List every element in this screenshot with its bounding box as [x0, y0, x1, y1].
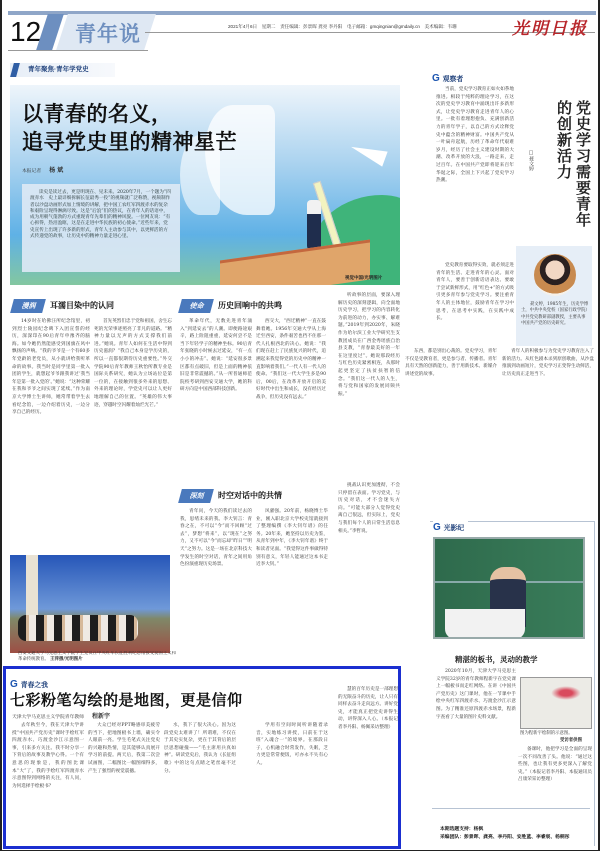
students-photo	[10, 555, 170, 653]
gallery-section	[433, 515, 468, 534]
article-column: 备课时，他把学习是全面的呈现一次不同改善了头。他说：“通过这些图，也让我有更多更深入了解党史。”（本报记者李丹阳、本报通讯员吕康荣采访整理）	[518, 747, 592, 783]
byline-label: 本报记者	[22, 169, 42, 174]
caption-text: 西安交通大学马克思主义学院学生党员在中央红军长征胜利纪念馆接受爱国主义和革命传统教育。	[18, 651, 177, 662]
observer-title: 党史学习需要青年的创新活力	[555, 100, 592, 228]
student-figure	[307, 200, 321, 250]
support-text: 本期选题支持：杨枫	[440, 827, 484, 832]
article-column: 听故事的层面，要深入理解历史的深刻逻辑，向全面地历史学习，把学习的内容转化为前进的动力，办实事、解难题。”2019年到2020年，朱晓作为哈尔滨工业大学研究生支教团成员在广西金秀瑶族自治县支教，“青春最美好的一年在这里度过”。她说那段经历与红色历史紧密相连，从那时起更坚定了扶贫扶智的信念。“我们这一代人的人生，将与党和国家的发展同频共振。”	[338, 293, 400, 397]
section-title: 时空对话中的共情	[218, 490, 282, 500]
byline-name: 程新宇	[91, 713, 110, 720]
divider	[432, 808, 590, 809]
article-column: 东西，都是别出心裁的。党史学习，青年不仅是受教育者，更是参与者、传播者。青年具有天然的创新能力，善于用新技术、新媒介讲述党的故事。	[405, 349, 497, 377]
headline-line: 以青春的名义，	[22, 101, 173, 126]
author-card	[516, 246, 592, 346]
feature-byline	[12, 711, 110, 720]
article-column: 青年问，今天的我们读过去的我，思绪未来的我。李大钊言：青春之在，不可以“今”而不回顾“过去”，梦想“将来”，以“现在”之努力，又不可以“今”而忘却“昨日”“明天”之努力。这是一场在北京科技大学发生的时空对话，青年之间用角色扮演重现历史场景。	[180, 509, 252, 568]
section-label: 使命	[178, 299, 214, 313]
column-name: 青年说	[75, 21, 141, 46]
section-label: 漫润	[10, 299, 46, 313]
article-column: 当前，党史学习教育正如火如荼地推进。相较于纯粹的理论学习，在这次的党史学习教育中涌现出许多新形式，让党史学习教育走进青年人的心里。一批有着理想抱负、充满创新活力的青年学子，以自己的方式诠释党史中蕴含的精神财富。中国共产党从一叶扁舟起航，历经了革命年代艰难岁月，经历了社会主义建设时期的大潮、改革开放的大浪，一路走来，走过百年。在中国共产党即将迎来百年华诞之际，全国上下兴起了党史学习热潮。	[436, 87, 514, 184]
header-divider	[8, 50, 148, 51]
article-column: 水，我下了很大决心。因为这段党史太难讲了！所谓难，不仅在于其史实复杂，更在于其背后的层层思想碰撞——“毛主席用兵真如神”。研读党史后，我认为《长征组歌》中的这句点睛之笔丝毫不过分。	[164, 723, 236, 774]
section-label: 光影纪	[443, 525, 465, 532]
article-column: 慧的百年历史是一部理想的无限奋斗的历史，让人只有同样去奋斗走向远方。讲好党史，才能真正把党史讲得生动，讲得深入人心。（本报记者李丹阳、杨佩采访整理）	[338, 687, 398, 730]
credits-footer	[440, 826, 570, 842]
page-number: 12	[10, 16, 42, 47]
section-tag: 青年聚焦·青年学党史	[10, 63, 115, 77]
section-label: 观察者	[442, 76, 464, 83]
photo-caption	[18, 651, 178, 664]
lead-headline	[22, 100, 237, 156]
section-label: 深刻	[178, 489, 214, 503]
caption-credit: 王萍摄/光明图片	[50, 657, 83, 662]
section-heading-1	[12, 298, 114, 312]
g-logo-icon: G	[432, 73, 440, 84]
article-column: 去年秋至今，我在天津大学讲授“中国共产党历史”课时手绘红军四渡赤水、巧渡金沙江示意图一事，引来多方关注。我不时分享一下背后的故事及教学心得。一个有意思的现象是，我的图比课本“大”了，我的手绘红军四渡赤水示意图得到网络的关注，有人问，为何选择手绘板书？	[12, 723, 84, 789]
article-column: 西交大，“西迁精神”一直在鼓舞着她。1956年交通大学从上海迁至西安，条件艰苦也挡不住那一代人扎根西北的决心。她说：“我们现在赶上了民族复兴的时代，追溯起来我觉得党的历史中的精神一直影响着我们。”一代人有一代人的使命。“我们这一代大学生多是90后，00后，在改革开放开启的美好时代中出生和成长，没有经历过战争，但历史没有远去。”	[256, 319, 326, 400]
article-column: 革命年代，无数先进青年涌入“到延安去”的人潮。即便路途艰辛，路上险阻重重，延安何尝不是当下年轻学子的精神坐标。90后青年张晓的小时候去过延安，“有一点小小的冲击”。她说：“延安很多景区都有点破旧，但是上面的精神依旧是非常震撼的。”从一所普通师范院校考研到西安交通大学，她的科研方向是中国西部科技创新。	[180, 319, 252, 393]
article-column: 14岁时在哈佛汪所纪念馆里，初到烈士陵园纪念碑下入团宣誓的经历，深深印在90后青年申豫齐的脑海。如今她仍然能感受到国旗在风中飘扬的声响。“我的爷爷是一个有60多年党龄的老党员，从小就讲给我听革命的故事。我当时是同学里第一批入团的学生，就想起爷爷跟我讲过‘我当年是第一批入党的’。”她说：“这种荣耀在我和爷爷之间实现了延续。”作为南京大学博士生讲师，她常带着学生去看纪念馆，一边介绍着历史，一边分享自己的经历。	[12, 319, 90, 416]
article-column: 青年人的积极参与为党史学习教育注入了新的活力。从红色剧本杀到原创歌曲，从沙盘推演到动画短片，党史学习正变得生动鲜活，让历史真正走进当下。	[502, 349, 594, 377]
map-photo	[520, 677, 592, 729]
blackboard-photo	[433, 537, 585, 639]
people-shape	[18, 615, 138, 641]
map-credit: 受访者供图	[560, 738, 582, 743]
team-text: 采编团队：彭景晖、龚亮、李丹阳、安胜蓝、李睿宸、杨桐彤	[440, 835, 570, 840]
map-caption: 图为程新宇绘制的示意图。	[520, 731, 573, 736]
article-column: 党史教育要取得实效，就必须走进青年的生活、走进青年的心灵。面对青年人，要善于创新话语表达、要敢于尝试新鲜形式，用“红色+”的方式吸引更多青年参与党史学习。要注重青年人的主体地位，鼓励青年在学习中思考，在思考中实践，在实践中成长。	[436, 263, 514, 322]
g-logo-icon: G	[433, 522, 441, 533]
article-column: 大众已经对PPT略感审美疲劳的当下，把地图板书上墙，确实令人眼前一亮。学生毛笔式关注党史的兴趣和热情，是其能够认真展开学习的前提。两天后，我第二次尝试画图，二幅图比一幅图细得多，产生了强烈的视觉震撼。	[88, 723, 160, 774]
gallery-title: 精湛的板书，灵动的教学	[455, 655, 538, 664]
author-avatar	[534, 254, 576, 296]
article-column: 挑战认识更加透彻，不会只停留在表面。学习党史，与历史对话，才不会迷失方向。“可能大部分人觉得党史离自己很远，但实际上，党史与我们每个人的日常生活息息相关。”李哲说。	[338, 483, 400, 534]
section-heading-2	[180, 298, 282, 312]
byline-name: 杨 斌	[49, 167, 64, 174]
section-heading-3	[180, 488, 282, 502]
feature-headline: 七彩粉笔勾绘的是地图，更是信仰	[10, 691, 243, 709]
lead-intro: 读史是读过去，更是明现在、见未来。2020年7月，一个题为“四渡赤水 史上最详细拆解长征最秀一役”的视频就广泛称赞，视频制作者以沙盘动画形式加上情境的讲解，把中国工农红军四渡赤水的复杂和艰险呈现得淋漓尽致。这是“后浪”们的热议，在青年人的话语中，成为用朝气蓬勃的方式重现青年先辈们的精神风貌。一位网友说：“有心拆得，热泪盈眶，这是在走进中华民族的初心使命。”近些年来，党史宣传上出现了许多新的形式，青年人主动参与其中，以更鲜活的方式传递党的故事，让历史中的精神力量走进心里。	[22, 184, 180, 272]
newspaper-logo: 光明日报	[512, 19, 588, 39]
article-column: 首先英烈们忠于党和祖国，舍生忘死的光荣事迹照亮了非凡的道路。“精神力量以无声的方式支撑我们前进。”她说。青年人如何在生活中得到历史滋润？“我自己本身是学历史的，所以一直都很期待历史重要性。”外交学院90后青年教师王秋怡所教专业是国际关系研究，她认为立场站位是第一位的，在接触到很多外来的思想、外来的理论时，学党史可以让人更好地理解自己的位置。“英雄的伟大事迹，穿越时空闪耀着灿烂光芒。”	[94, 319, 172, 408]
edition-info: 2021年4月6日 星期二 责任编辑：彭景晖 龚亮 李丹阳 电子邮箱：gmqingnian@gmdaily.cn 美术编辑：韦珊	[228, 24, 457, 29]
lead-byline	[22, 165, 63, 174]
article-column: 2020年10月，天津大学马克思主义学院32岁的青年教师程新宇在党史课上一幅板书而走红网络。在讲《中国共产党历史》这门课时，他在一节课中手绘中央红军四渡赤水、巧渡金沙江示意图。为了精准还原四渡赤水场景，程新宇查看了大量的图片史料文献。	[436, 669, 516, 720]
author-bio: 聂文婷，1985年生，历史学博士，中共中央党校（国家行政学院）中共党史教研部副教授，主要从事中国共产党的历史研究。	[521, 302, 589, 326]
byline-label: 天津大学马克思主义学院青年教师	[12, 715, 84, 720]
photo-credit: 视觉中国/光明图片	[345, 275, 383, 280]
headline-line: 追寻党史里的精神星芒	[22, 129, 237, 154]
section-label: 青春之我	[20, 682, 48, 689]
paper-plane-icon	[348, 139, 387, 166]
podium-shape	[445, 609, 525, 639]
section-title: 耳濡目染中的认同	[50, 300, 114, 310]
article-column: 风骚强。20年前，杨晓博士毕业，刚入职北京大学校史馆就接到了整理编撰《李大钊年谱》的任务。20年来，她坚持以历史为鉴，从青年到中年，《李大钊年谱》终于和读者见面。“我觉得这件事做得特别有意义，年轻人能通过这本书走近李大钊。”	[256, 509, 328, 568]
g-logo-icon: G	[10, 679, 18, 690]
observer-author: □聂文婷	[528, 150, 534, 171]
article-column: 学用有空间时间听讲随着录音，实地练习讲授，日前在于这班“入魂合一”的境界。在那段日子，心机融合时常发作，失眠，乏力更是常常便饭，可亦永不失有心人。	[256, 723, 328, 766]
section-title: 历史回响中的共鸣	[218, 300, 282, 310]
observer-section	[432, 66, 463, 85]
